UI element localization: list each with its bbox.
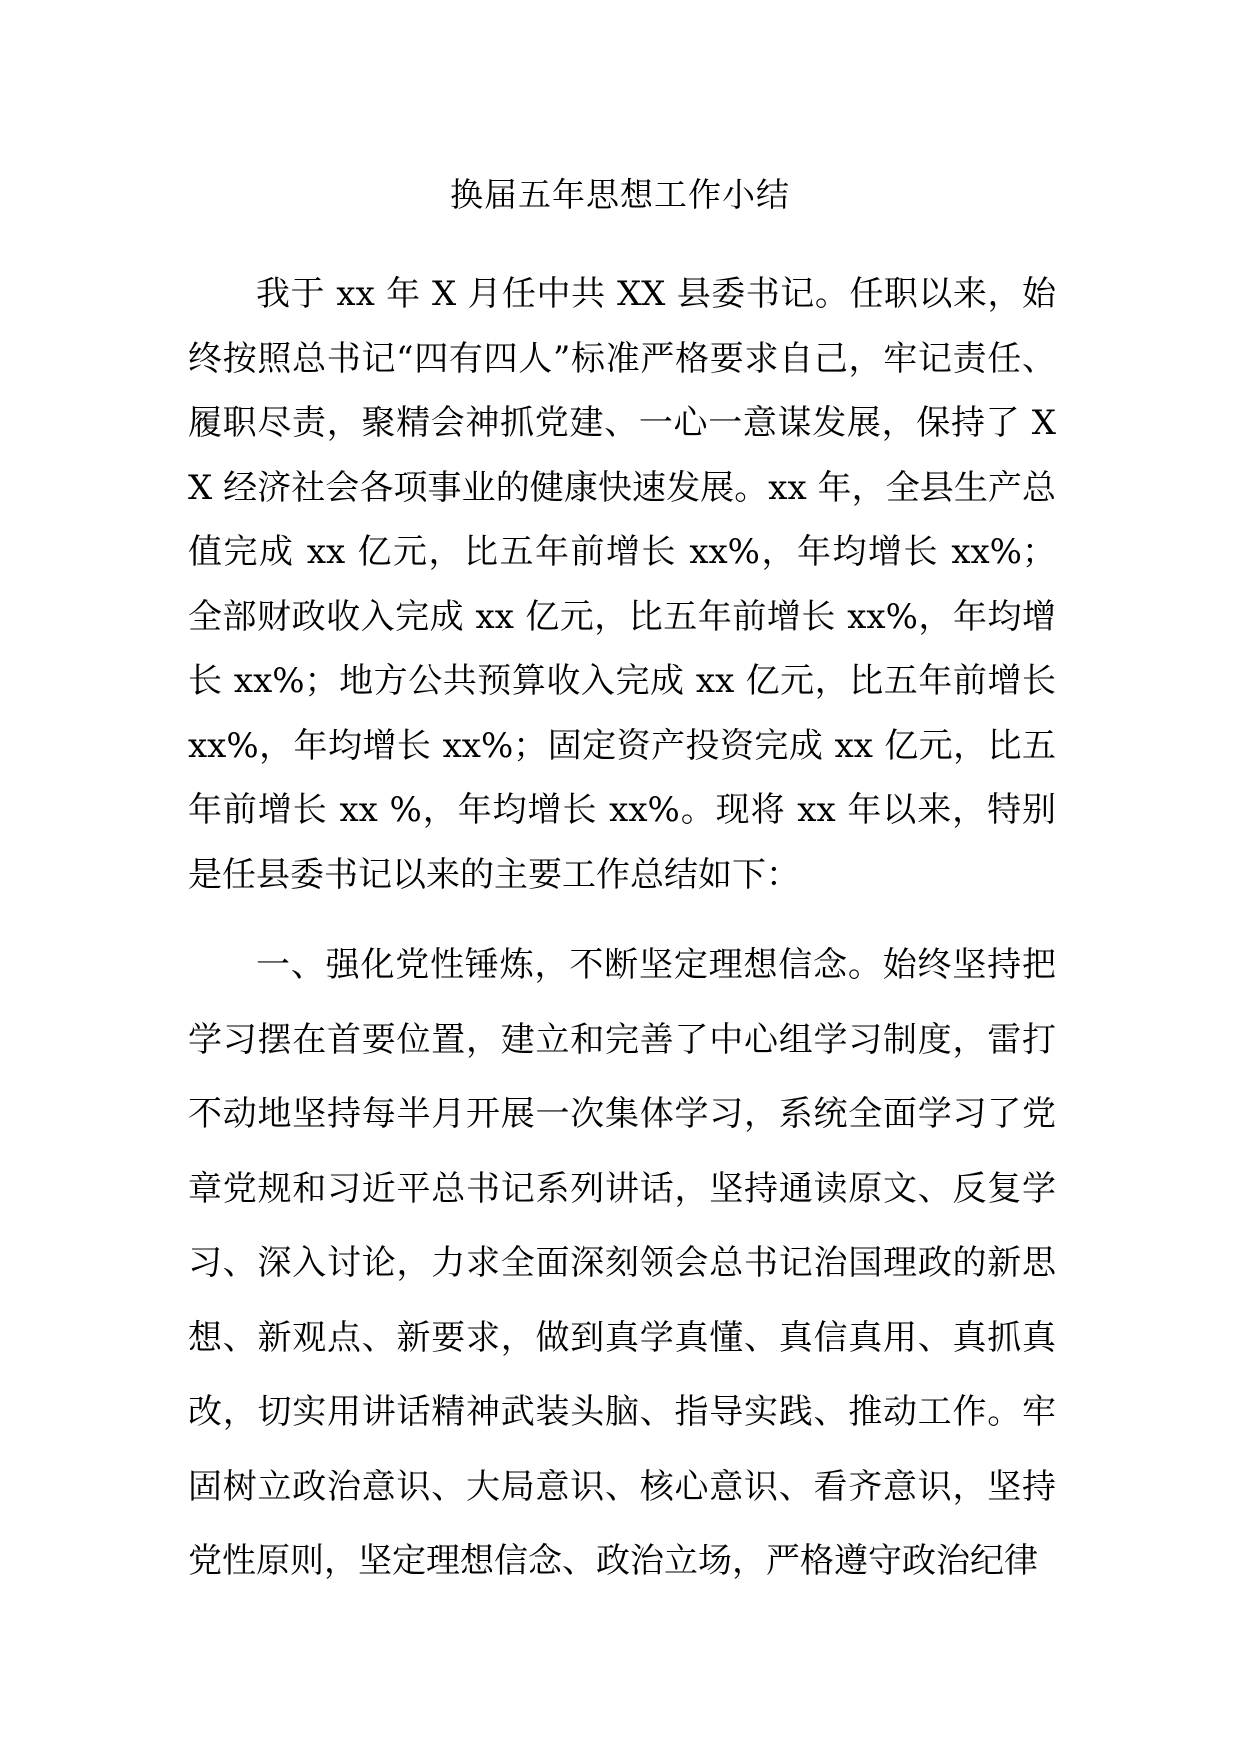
body-paragraph-section-1: 一、强化党性锤炼，不断坚定理想信念。始终坚持把学习摆在首要位置，建立和完善了中心组学习制度，雷打不动地坚持每半月开展一次集体学习，系统全面学习了党章党规和习近平总书记系列讲话，坚持通读原文、反复学习、深入讨论，力求全面深刻领会总书记治国理政的新思想、新观点、新要求，做到真学真懂、真信真用、真抓真改，切实用讲话精神武装头脑、指导实践、推动工作。牢固树立政治意识、大局意识、核心意识、看齐意识，坚持党性原则，坚定理想信念、政治立场，严格遵守政治纪律	[188, 945, 1056, 1581]
document-title: 换届五年思想工作小结	[450, 175, 790, 214]
body-paragraph-intro: 我于 xx 年 X 月任中共 XX 县委书记。任职以来，始终按照总书记“四有四人”标准严格要求自己，牢记责任、履职尽责，聚精会神抓党建、一心一意谋发展，保持了 XX 经济社会各项事业的健康快速发展。xx 年，全县生产总值完成 xx 亿元，比五年前增长 xx%，年均增长 xx%；全部财政收入完成 xx 亿元，比五年前增长 xx%，年均增长 xx%；地方公共预算收入完成 xx 亿元，比五年前增长 xx%，年均增长 xx%；固定资产投资完成 xx 亿元，比五年前增长 xx %，年均增长 xx%。现将 xx 年以来，特别是任县委书记以来的主要工作总结如下：	[188, 274, 1056, 895]
